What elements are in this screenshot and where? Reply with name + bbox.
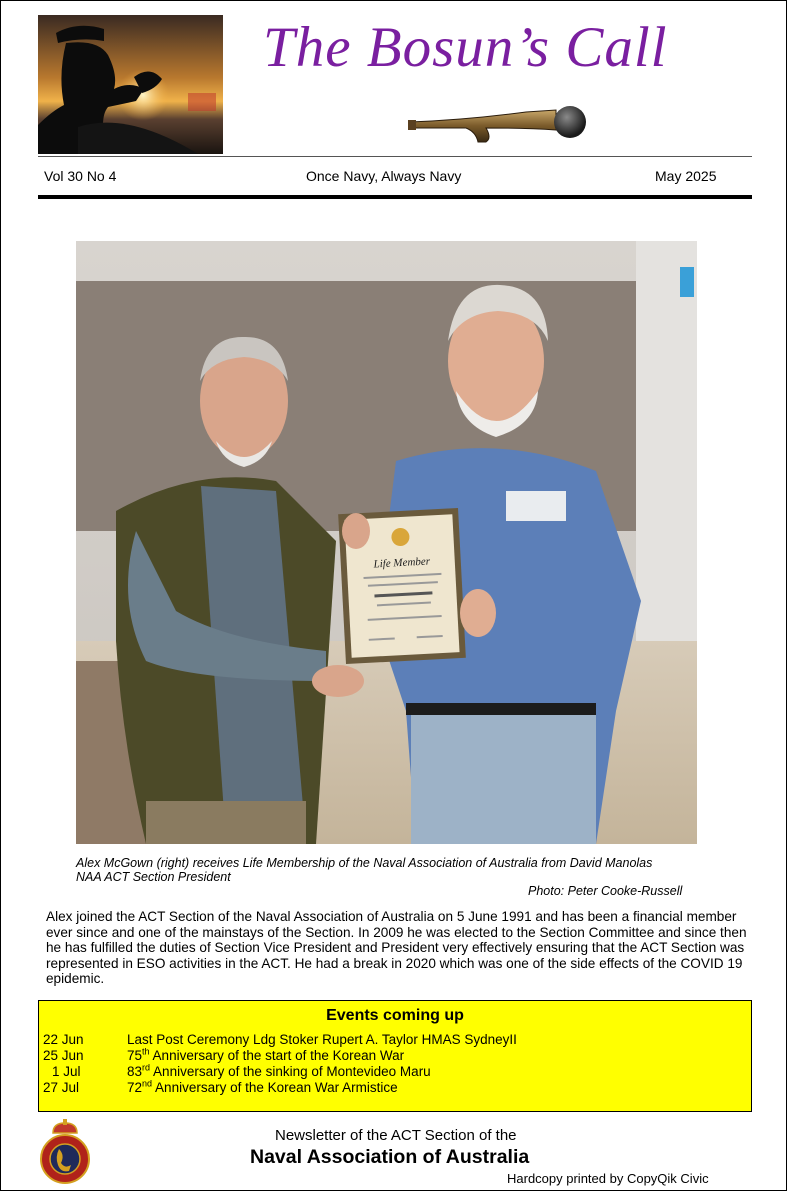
event-date: 1 Jul [52, 1064, 81, 1079]
photo-credit: Photo: Peter Cooke-Russell [528, 884, 683, 898]
events-box [38, 1000, 752, 1112]
bosun-whistle-icon [406, 98, 591, 144]
event-description: Last Post Ceremony Ldg Stoker Rupert A. Taylor HMAS SydneyII [127, 1032, 517, 1047]
newsletter-title: The Bosun’s Call [263, 16, 668, 79]
footer-line1: Newsletter of the ACT Section of the [275, 1127, 517, 1144]
events-heading: Events coming up [326, 1007, 464, 1024]
footer-association-name: Naval Association of Australia [250, 1146, 530, 1168]
header-thick-rule [38, 195, 752, 199]
event-date: 25 Jun [43, 1048, 84, 1063]
footer-printer: Hardcopy printed by CopyQik Civic [507, 1171, 709, 1186]
event-description: 72nd Anniversary of the Korean War Armistice [127, 1078, 398, 1095]
photo-caption-line2: NAA ACT Section President [76, 870, 231, 884]
header-rule [38, 156, 752, 157]
certificate-heading: Life Member [373, 555, 431, 571]
sailor-silhouette-image [38, 15, 223, 154]
volume-number: Vol 30 No 4 [44, 168, 117, 184]
event-date: 22 Jun [43, 1032, 84, 1047]
naa-crest-icon [39, 1119, 91, 1187]
article-paragraph: Alex joined the ACT Section of the Naval Association of Australia on 5 June 1991 and has been a financial member ever since and one of the mainstays of the Section. In 2009 he was elected to the Section Committee and since then he has fulfilled the duties of Section Vice President and President very effectively ensuring that the ACT Section was represented in ESO activities in the ACT. He had a break in 2020 which was one of the side effects of the COVID 19 epidemic. [46, 909, 747, 987]
photo-caption-line1: Alex McGown (right) receives Life Membership of the Naval Association of Australia from David Manolas [76, 856, 653, 870]
issue-date: May 2025 [655, 168, 717, 184]
motto: Once Navy, Always Navy [306, 168, 462, 184]
main-photo [76, 241, 697, 844]
event-description: 83rd Anniversary of the sinking of Montevideo Maru [127, 1062, 431, 1079]
event-description: 75th Anniversary of the start of the Korean War [127, 1046, 405, 1063]
event-date: 27 Jul [43, 1080, 80, 1095]
